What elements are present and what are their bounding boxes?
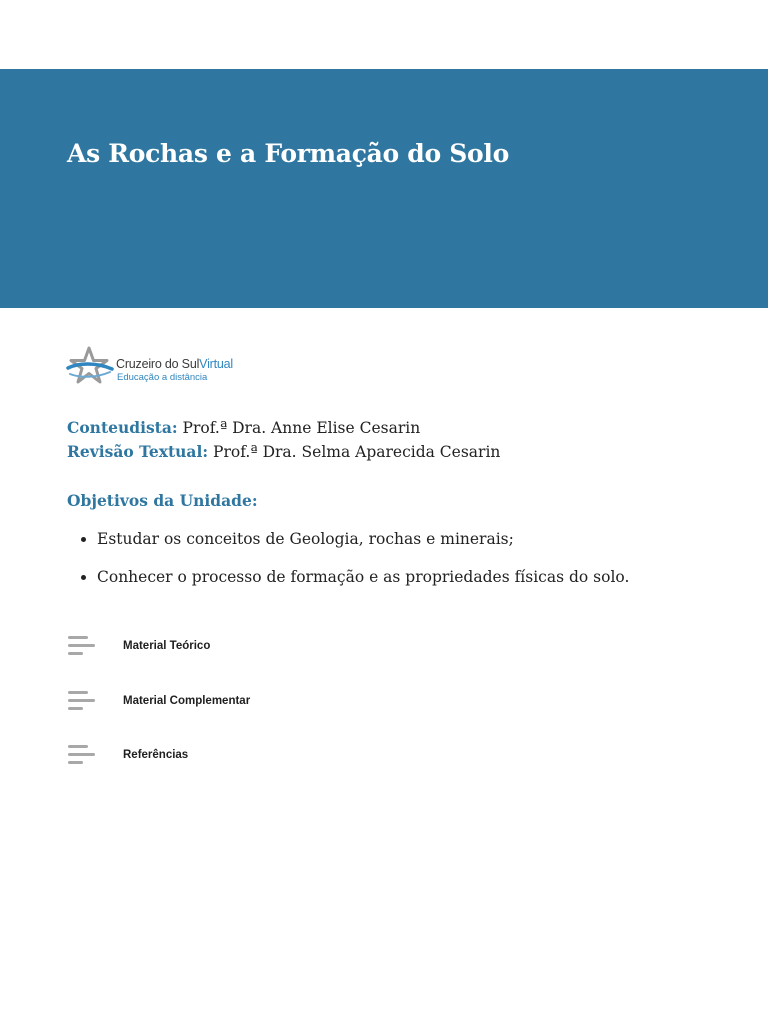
text-lines-icon: [67, 689, 97, 713]
author-line: [67, 416, 500, 440]
logo-name-accent: Virtual: [199, 357, 233, 371]
review-value: Prof.ª Dra. Selma Aparecida Cesarin: [208, 443, 501, 461]
logo-tagline: Educação a distância: [117, 372, 208, 383]
logo-name-primary: Cruzeiro do Sul: [116, 357, 200, 371]
credits-block: [67, 416, 500, 464]
title-banner: [0, 69, 768, 308]
author-value: Prof.ª Dra. Anne Elise Cesarin: [177, 419, 421, 437]
bullet-icon: [81, 537, 86, 542]
review-label: Revisão Textual:: [67, 442, 209, 461]
menu-item-material-complementar[interactable]: [67, 683, 467, 719]
bullet-icon: [81, 575, 86, 580]
author-label: Conteudista:: [67, 418, 178, 437]
objective-item: [67, 565, 629, 589]
logo-wordmark: [116, 357, 233, 371]
objective-text: Estudar os conceitos de Geologia, rochas e minerais;: [97, 530, 514, 548]
menu-item-label: Referências: [123, 749, 189, 761]
objectives-list: [67, 527, 629, 603]
objectives-heading: Objetivos da Unidade:: [67, 491, 258, 510]
menu-item-referencias[interactable]: [67, 737, 467, 773]
page-title: As Rochas e a Formação do Solo: [67, 139, 509, 168]
menu-item-label: Material Teórico: [123, 640, 211, 652]
objective-text: Conhecer o processo de formação e as propriedades físicas do solo.: [97, 568, 630, 586]
menu-item-label: Material Complementar: [123, 694, 251, 707]
menu-item-material-teorico[interactable]: [67, 628, 467, 664]
text-lines-icon: [67, 634, 97, 658]
cruzeiro-do-sul-logo: [66, 345, 246, 389]
text-lines-icon: [67, 743, 97, 767]
star-icon: [66, 345, 114, 389]
review-line: [67, 440, 500, 464]
objective-item: [67, 527, 629, 551]
section-menu: [67, 628, 467, 792]
